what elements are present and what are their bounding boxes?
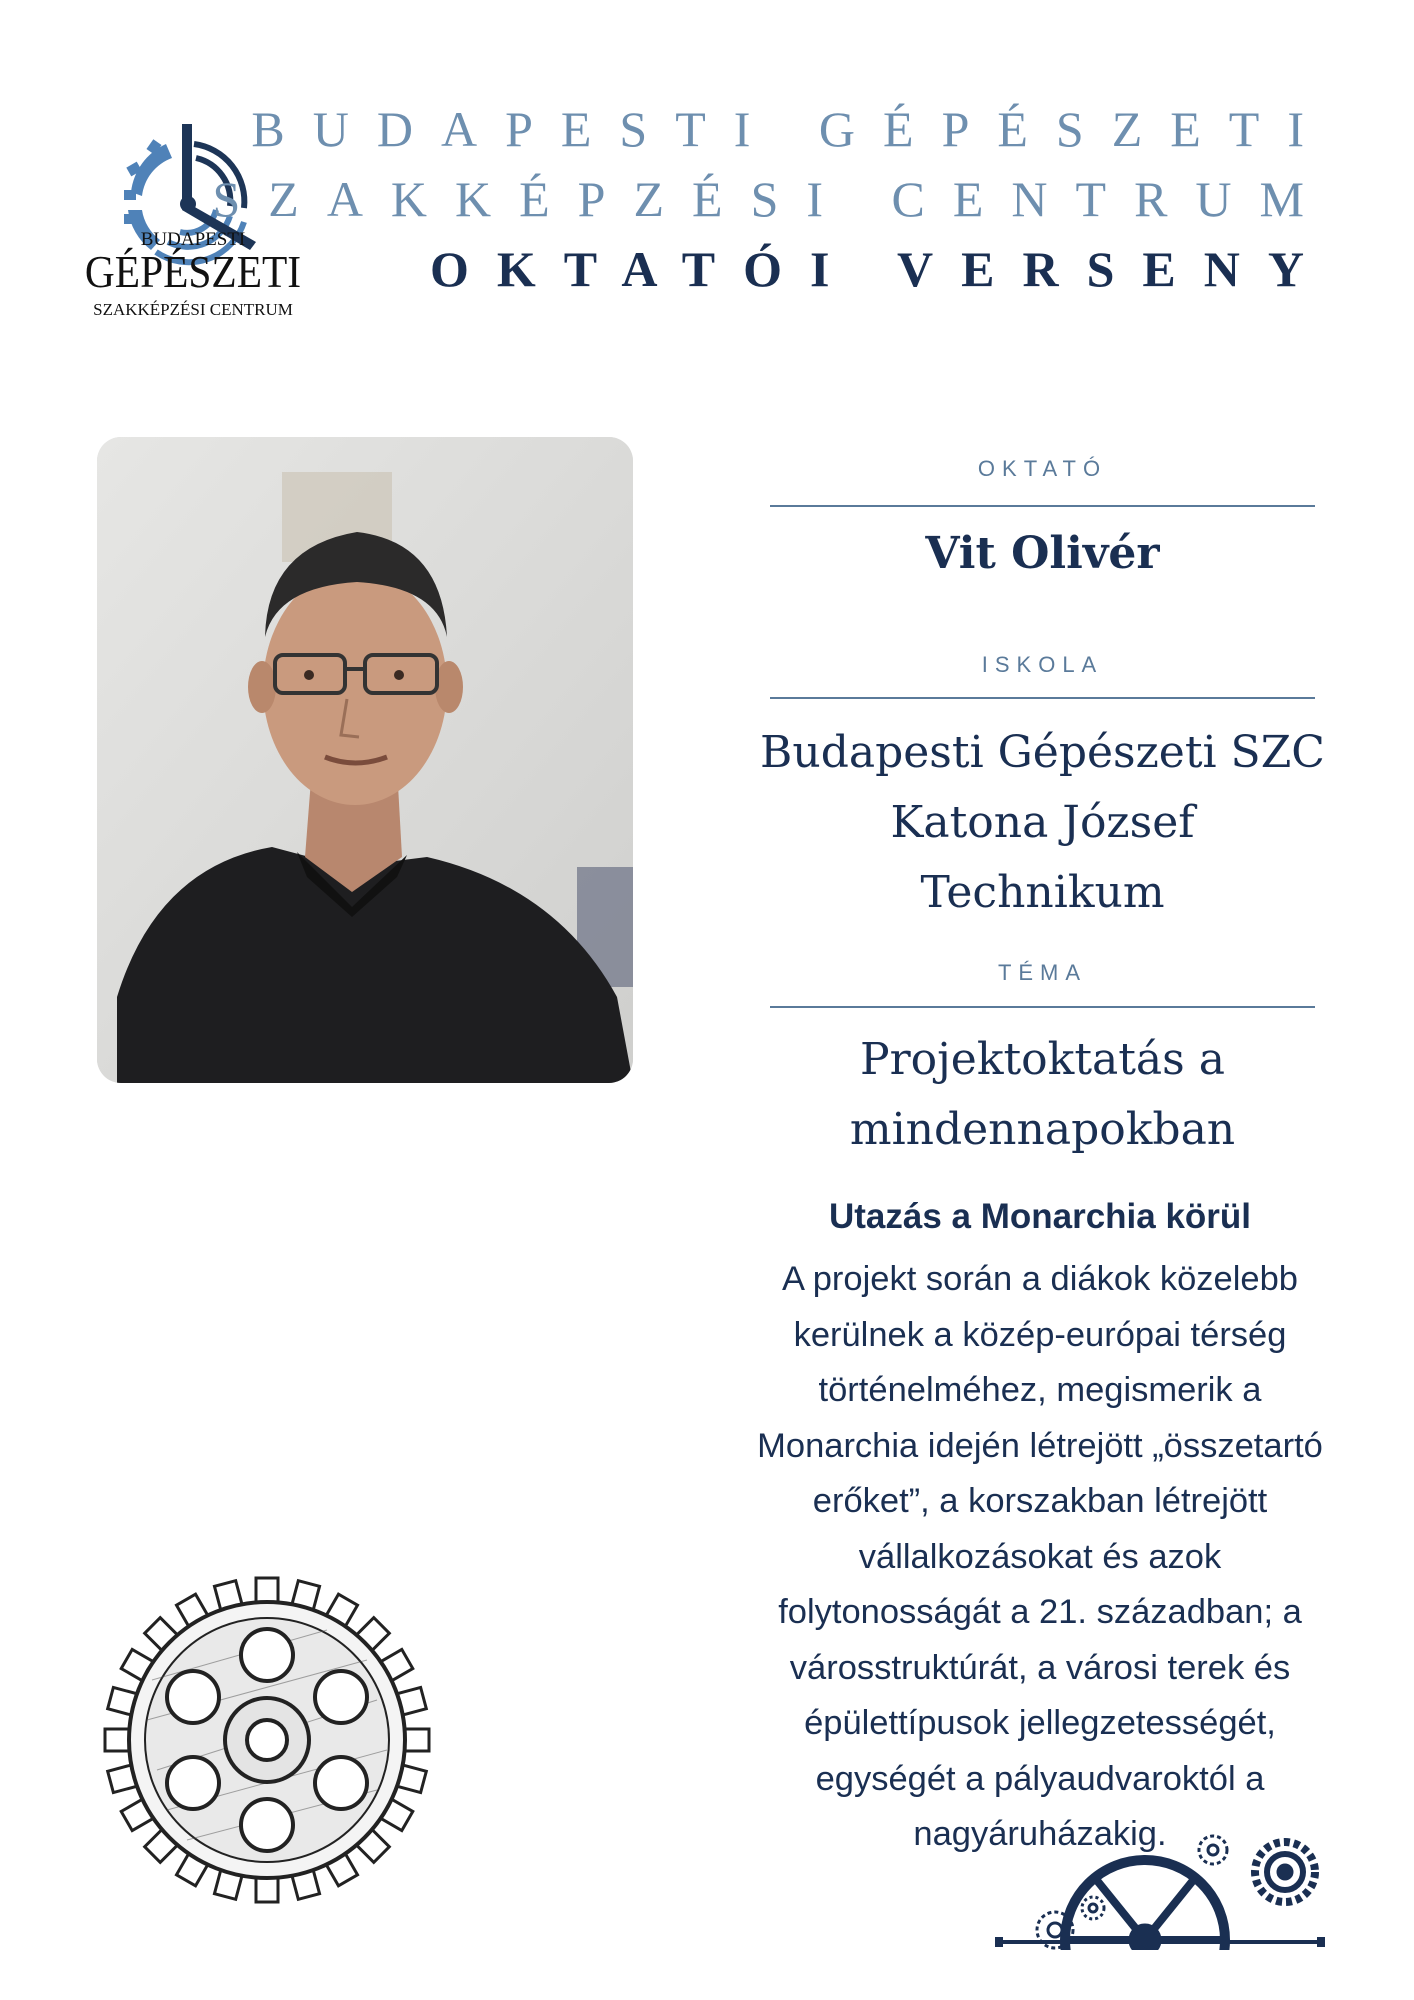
divider-topic	[770, 1006, 1315, 1008]
description-line: folytonosságát a 21. században; a	[778, 1593, 1302, 1631]
logo-text-centrum: SZAKKÉPZÉSI CENTRUM	[93, 300, 293, 319]
header-title-line2: SZAKKÉPZÉSI CENTRUM	[212, 171, 1332, 227]
logo-text-budapesti: BUDAPESTI	[140, 229, 246, 250]
description-line: vállalkozásokat és azok	[858, 1537, 1222, 1576]
divider-teacher	[770, 505, 1315, 507]
school-line: Budapesti Gépészeti SZC	[760, 727, 1325, 778]
school-name	[740, 718, 1345, 928]
description-line: nagyáruházakig.	[913, 1815, 1167, 1853]
portrait-photo	[97, 437, 633, 1083]
description-line: A projekt során a diákok közelebb	[782, 1260, 1298, 1298]
description-title: Utazás a Monarchia körül	[828, 1197, 1252, 1236]
description-line: kerülnek a közép-európai térség	[793, 1315, 1287, 1354]
header-title-line1: BUDAPESTI GÉPÉSZETI	[251, 101, 1332, 157]
teacher-label: OKTATÓ	[977, 456, 1108, 481]
divider-school	[770, 697, 1315, 699]
header-title-line3: OKTATÓI VERSENY	[429, 241, 1332, 297]
gears-cluster-icon	[995, 1820, 1325, 1950]
school-line: Technikum	[920, 867, 1165, 918]
school-label: ISKOLA	[981, 652, 1104, 677]
description-line: egységét a pályaudvaroktól a	[815, 1759, 1265, 1798]
topic-line: Projektoktatás a	[860, 1034, 1225, 1085]
topic-title	[740, 1025, 1345, 1165]
school-line: Katona József	[890, 797, 1195, 848]
teacher-name: Vit Olivér	[925, 528, 1160, 579]
topic-label: TÉMA	[997, 960, 1088, 985]
description-line: épülettípusok jellegzetességét,	[804, 1704, 1276, 1742]
logo-text-gepeszeti: GÉPÉSZETI	[84, 246, 302, 297]
description-body	[700, 1252, 1380, 1863]
description-line: Monarchia idején létrejött „összetartó	[757, 1426, 1323, 1465]
description-line: városstruktúrát, a városi terek és	[789, 1648, 1291, 1687]
description-line: történelméhez, megismerik a	[818, 1371, 1262, 1409]
topic-line: mindennapokban	[849, 1104, 1236, 1155]
sketch-gear-icon	[97, 1570, 437, 1910]
description-line: erőket”, a korszakban létrejött	[812, 1482, 1268, 1520]
